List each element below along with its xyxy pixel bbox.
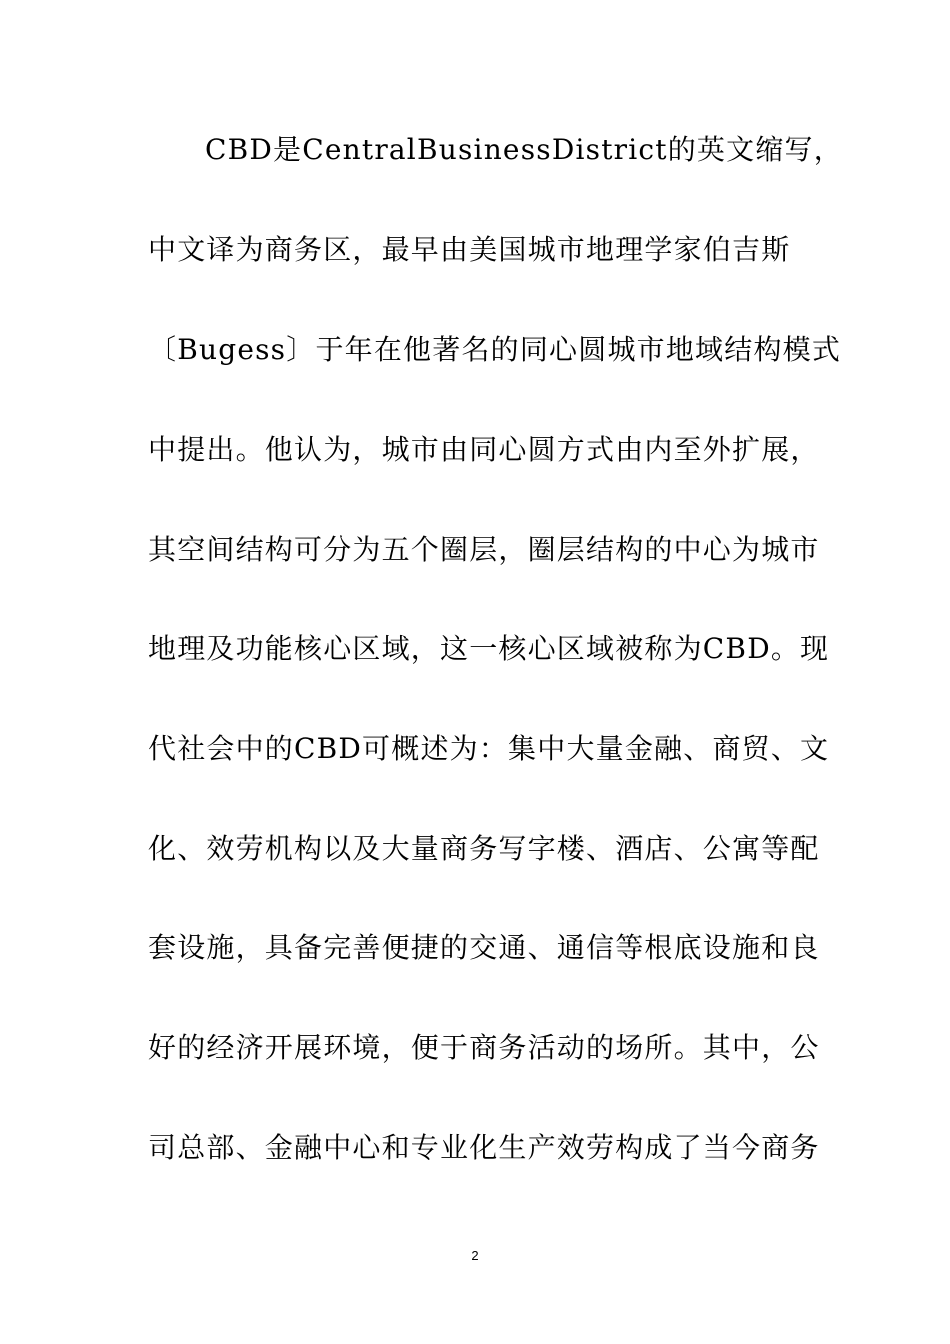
paragraph-line: 其空间结构可分为五个圈层，圈层结构的中心为城市 [148, 533, 820, 566]
paragraph-line: 代社会中的CBD可概述为：集中大量金融、商贸、文 [148, 732, 830, 765]
paragraph-line: 套设施，具备完善便捷的交通、通信等根底设施和良 [148, 931, 820, 964]
paragraph-line: 好的经济开展环境，便于商务活动的场所。其中，公 [148, 1031, 820, 1064]
paragraph-line: 司总部、金融中心和专业化生产效劳构成了当今商务 [148, 1131, 820, 1164]
paragraph-line: 化、效劳机构以及大量商务写字楼、酒店、公寓等配 [148, 832, 820, 865]
paragraph-line: 中文译为商务区，最早由美国城市地理学家伯吉斯 [148, 233, 791, 266]
paragraph-line: CBD是CentralBusinessDistrict的英文缩写， [205, 133, 843, 166]
page-number: 2 [471, 1248, 479, 1263]
paragraph-line: 中提出。他认为，城市由同心圆方式由内至外扩展， [148, 433, 820, 466]
paragraph-line: 地理及功能核心区域，这一核心区域被称为CBD。现 [148, 632, 830, 665]
paragraph-line: 〔Bugess〕于年在他著名的同心圆城市地域结构模式 [148, 333, 842, 366]
